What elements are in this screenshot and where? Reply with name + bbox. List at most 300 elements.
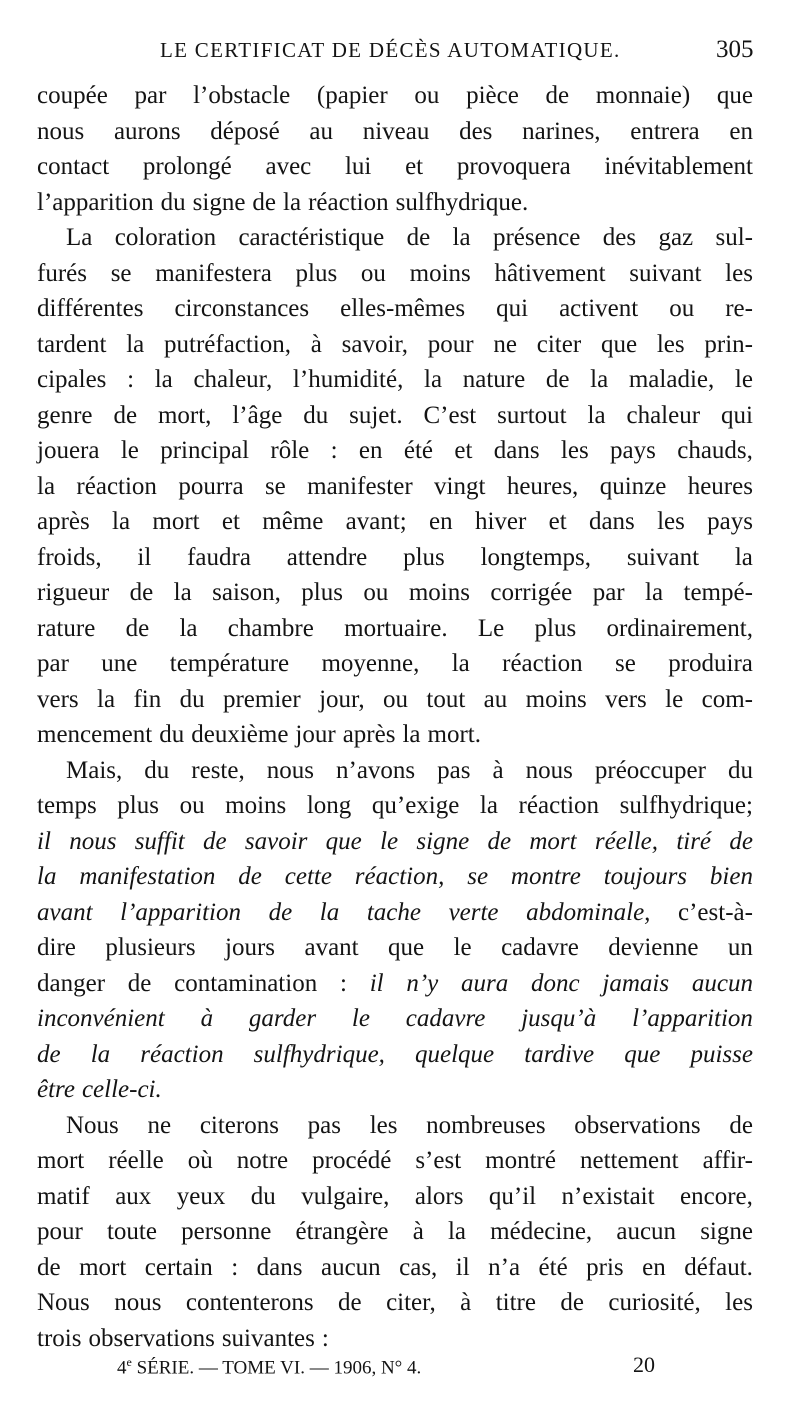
text-line bbox=[37, 362, 753, 398]
word: pour bbox=[37, 1218, 83, 1245]
word: attendre bbox=[286, 543, 368, 571]
word: des bbox=[602, 224, 637, 251]
word: de bbox=[406, 224, 431, 251]
word: de bbox=[560, 1289, 584, 1316]
text-line bbox=[37, 1072, 753, 1108]
word: réaction bbox=[76, 472, 157, 500]
word: pas bbox=[307, 1111, 341, 1139]
word: alors bbox=[414, 1182, 464, 1210]
word: dans bbox=[588, 508, 635, 535]
word: jamais bbox=[602, 969, 670, 997]
word: être bbox=[37, 1076, 75, 1103]
word: les bbox=[369, 1111, 398, 1139]
word: se bbox=[615, 650, 636, 677]
word: que bbox=[624, 1040, 661, 1068]
word: principal bbox=[160, 437, 250, 464]
word: coupée bbox=[37, 82, 108, 109]
word: à bbox=[310, 330, 322, 358]
word: la bbox=[90, 1040, 111, 1068]
word: après bbox=[342, 721, 396, 748]
word: nous bbox=[525, 756, 573, 784]
word: il bbox=[455, 1253, 470, 1281]
text-line bbox=[37, 682, 753, 718]
word: furés bbox=[37, 259, 87, 287]
word: la bbox=[173, 579, 192, 606]
word: ou bbox=[414, 82, 440, 109]
text-line bbox=[37, 1214, 753, 1250]
word: en bbox=[642, 1253, 666, 1281]
word: dans bbox=[493, 437, 540, 464]
word: le bbox=[351, 1005, 370, 1032]
word: C’est bbox=[423, 401, 477, 429]
word: la bbox=[587, 401, 606, 429]
word: chambre bbox=[227, 614, 314, 642]
word: réaction bbox=[140, 1040, 224, 1068]
word: heures, bbox=[506, 472, 579, 500]
word: tempé- bbox=[683, 579, 753, 606]
word: observations bbox=[88, 1324, 215, 1352]
word: putréfaction, bbox=[164, 330, 292, 358]
word: sulfhydrique, bbox=[253, 1040, 385, 1068]
word: suffit bbox=[134, 827, 185, 855]
word: bien bbox=[709, 863, 753, 890]
text-line bbox=[37, 646, 753, 682]
word: (papier bbox=[316, 82, 388, 109]
word: mort bbox=[37, 1147, 85, 1174]
word: se bbox=[467, 863, 489, 890]
text-line bbox=[37, 1250, 753, 1286]
word: pris bbox=[586, 1253, 624, 1281]
text-line bbox=[37, 469, 753, 505]
word: de bbox=[268, 898, 293, 926]
word: chaleur bbox=[626, 401, 701, 429]
word: cette bbox=[284, 863, 332, 890]
word: plus bbox=[301, 579, 343, 606]
word: la bbox=[319, 898, 340, 926]
text-line bbox=[37, 1285, 753, 1321]
word: avant bbox=[37, 898, 93, 926]
word: plus bbox=[534, 614, 577, 642]
word: la bbox=[645, 579, 664, 606]
word: contamination bbox=[174, 969, 318, 997]
word: plus bbox=[117, 792, 159, 819]
word: nous bbox=[266, 756, 314, 784]
word: mortuaire. bbox=[344, 614, 448, 642]
word: ne bbox=[147, 1111, 172, 1139]
text-line bbox=[37, 788, 753, 824]
text-line bbox=[37, 1001, 753, 1037]
word: mort bbox=[152, 508, 200, 535]
word: yeux bbox=[176, 1182, 226, 1210]
word: quelque bbox=[415, 1040, 495, 1068]
word: rigueur bbox=[37, 579, 110, 606]
text-line bbox=[37, 824, 753, 860]
word: aura bbox=[461, 969, 509, 997]
word: produira bbox=[668, 650, 753, 677]
word: elles-mêmes bbox=[340, 295, 466, 322]
word: l’âge bbox=[232, 401, 283, 429]
word: manifestera bbox=[155, 259, 272, 287]
word: aux bbox=[115, 1182, 152, 1210]
word: de bbox=[487, 827, 512, 855]
word: donc bbox=[531, 969, 580, 997]
word: différentes bbox=[37, 295, 144, 322]
word: suivant bbox=[629, 259, 702, 287]
word: température bbox=[169, 650, 290, 677]
series-text: SÉRIE. — TOME VI. — 1906, N° 4. bbox=[131, 1357, 422, 1379]
word: toute bbox=[106, 1218, 157, 1245]
text-line bbox=[37, 398, 753, 434]
word: tache bbox=[366, 898, 421, 926]
text-line bbox=[37, 540, 753, 576]
text-line bbox=[37, 753, 753, 789]
word: le bbox=[665, 685, 684, 713]
word: saison, bbox=[212, 579, 281, 606]
word: par bbox=[37, 650, 69, 677]
word: n’existait bbox=[561, 1182, 655, 1210]
word: par bbox=[592, 579, 625, 606]
word: dans bbox=[256, 1253, 303, 1281]
text-line bbox=[37, 1037, 753, 1073]
word: que bbox=[716, 82, 753, 109]
word: et bbox=[454, 437, 473, 464]
text-line bbox=[37, 1321, 753, 1357]
word: étrangère bbox=[295, 1218, 389, 1245]
text-line bbox=[37, 966, 753, 1002]
word: fin bbox=[133, 685, 162, 713]
word: mort. bbox=[427, 721, 481, 748]
word: monnaie) bbox=[595, 82, 691, 109]
word: observations bbox=[574, 1111, 701, 1139]
word: la bbox=[479, 792, 498, 819]
word: inconvénient bbox=[37, 1005, 165, 1032]
word: avant; bbox=[345, 508, 407, 535]
word: garder bbox=[248, 1005, 317, 1032]
word: déposé bbox=[210, 117, 280, 145]
word: même bbox=[262, 508, 324, 535]
word: réaction bbox=[308, 188, 389, 216]
text-line bbox=[37, 895, 753, 931]
word: certain bbox=[144, 1253, 213, 1281]
word: la bbox=[37, 863, 57, 890]
word: de bbox=[203, 827, 227, 855]
word: niveau bbox=[362, 117, 430, 145]
word: toujours bbox=[603, 863, 688, 890]
word: il bbox=[369, 969, 384, 997]
word: l’apparition bbox=[120, 898, 241, 926]
word: réaction bbox=[518, 792, 600, 819]
word: genre bbox=[37, 401, 93, 429]
word: de bbox=[545, 366, 570, 393]
word: de bbox=[545, 82, 570, 109]
word: ou bbox=[360, 259, 386, 287]
word: mencement bbox=[37, 721, 153, 748]
word: n’y bbox=[406, 969, 439, 997]
word: caractéristique bbox=[238, 224, 385, 251]
text-line bbox=[37, 256, 753, 292]
text-line bbox=[37, 1108, 753, 1144]
word: moins bbox=[225, 792, 287, 819]
word: l’apparition bbox=[37, 188, 154, 216]
word: moins bbox=[408, 579, 470, 606]
word: de bbox=[729, 1111, 753, 1139]
word: hiver bbox=[474, 508, 527, 535]
word: signe bbox=[700, 1218, 753, 1245]
word: les bbox=[657, 508, 685, 535]
word: de bbox=[113, 401, 138, 429]
word: cas, bbox=[399, 1253, 438, 1281]
word: corrigée bbox=[490, 579, 573, 606]
word: tout bbox=[426, 685, 466, 713]
word: abdominale, bbox=[526, 898, 651, 926]
word: ou bbox=[669, 295, 695, 322]
word: plus bbox=[403, 543, 445, 571]
word: : bbox=[127, 366, 135, 393]
page-footer bbox=[0, 1352, 800, 1385]
text-line bbox=[37, 611, 753, 647]
word: plus bbox=[295, 259, 338, 287]
word: et bbox=[548, 508, 567, 535]
word: médecine, bbox=[490, 1218, 593, 1245]
word: la bbox=[126, 330, 145, 358]
series-number: 4 bbox=[117, 1357, 127, 1379]
word: tiré bbox=[676, 827, 712, 855]
word: réelle, bbox=[594, 827, 659, 855]
word: à bbox=[412, 1218, 424, 1245]
word: quinze bbox=[599, 472, 667, 500]
word: de bbox=[729, 827, 753, 855]
word: les bbox=[560, 437, 589, 464]
word: longtemps, bbox=[480, 543, 592, 571]
word: à bbox=[460, 1289, 472, 1316]
word: hâtivement bbox=[494, 259, 606, 287]
word: une bbox=[101, 650, 138, 677]
word: montré bbox=[485, 1147, 556, 1174]
word: premier bbox=[222, 685, 301, 713]
word: vers bbox=[37, 685, 79, 713]
word: heures bbox=[687, 472, 753, 500]
word: jour bbox=[295, 721, 336, 748]
word: : bbox=[231, 1253, 239, 1281]
word: affir- bbox=[702, 1147, 753, 1174]
word: n’a bbox=[488, 1253, 521, 1281]
word: des bbox=[459, 117, 493, 145]
word: il bbox=[37, 827, 51, 855]
word: un bbox=[727, 934, 753, 961]
word: présence bbox=[492, 224, 581, 251]
word: montre bbox=[510, 863, 581, 890]
word: avec bbox=[265, 153, 312, 180]
word: vulgaire, bbox=[301, 1182, 390, 1210]
word: et bbox=[405, 153, 424, 180]
word: signe bbox=[192, 188, 246, 216]
word: savoir, bbox=[341, 330, 409, 358]
word: nous bbox=[37, 117, 85, 145]
word: mort, bbox=[157, 401, 212, 429]
word: contenterons bbox=[185, 1289, 314, 1316]
word: nature bbox=[462, 366, 526, 393]
word: du bbox=[160, 188, 186, 216]
word: Nous bbox=[37, 1289, 90, 1316]
word: curiosité, bbox=[608, 1289, 701, 1316]
word: où bbox=[187, 1147, 213, 1174]
word: pays bbox=[707, 508, 753, 535]
word: puisse bbox=[690, 1040, 753, 1068]
word: citer bbox=[536, 330, 582, 358]
word: plusieurs bbox=[105, 934, 196, 961]
word: du bbox=[250, 1182, 276, 1210]
word: que bbox=[325, 827, 362, 855]
word: activent bbox=[559, 295, 639, 322]
word: narines, bbox=[522, 117, 601, 145]
word: rôle bbox=[270, 437, 310, 464]
word: la bbox=[424, 366, 443, 393]
word: du bbox=[303, 401, 329, 429]
word: la bbox=[37, 472, 56, 500]
word: réelle bbox=[108, 1147, 164, 1174]
word: la bbox=[447, 1218, 466, 1245]
word: de bbox=[129, 579, 154, 606]
word: l’humidité, bbox=[292, 366, 404, 393]
word: de bbox=[37, 1040, 61, 1068]
word: avant bbox=[304, 934, 359, 961]
word: du bbox=[144, 756, 170, 784]
word: de bbox=[338, 1289, 362, 1316]
word: de bbox=[127, 969, 152, 997]
series-superscript: e bbox=[126, 1355, 132, 1369]
word: défaut. bbox=[684, 1253, 753, 1281]
word: été bbox=[538, 1253, 568, 1281]
word: danger bbox=[37, 969, 106, 997]
word: moins bbox=[525, 685, 587, 713]
word: cipales bbox=[37, 366, 107, 393]
word: de bbox=[252, 188, 277, 216]
word: citerons bbox=[199, 1111, 279, 1139]
word: : bbox=[321, 1324, 329, 1352]
word: verte bbox=[448, 898, 499, 926]
word: nettement bbox=[580, 1147, 679, 1174]
word: sul- bbox=[715, 224, 753, 251]
word: dire bbox=[37, 934, 76, 961]
word: qui bbox=[496, 295, 529, 322]
word: com- bbox=[701, 685, 753, 713]
word: au bbox=[309, 117, 334, 145]
signature-mark: 20 bbox=[633, 1352, 655, 1377]
word: aucun bbox=[320, 1253, 381, 1281]
word: c’est-à- bbox=[678, 898, 753, 926]
word: trois bbox=[37, 1324, 82, 1352]
word: qui bbox=[720, 401, 753, 429]
word: cadavre bbox=[405, 1005, 486, 1032]
word: au bbox=[483, 685, 508, 713]
word: le bbox=[380, 827, 399, 855]
word: vingt bbox=[434, 472, 486, 500]
word: : bbox=[330, 437, 338, 464]
text-line bbox=[37, 185, 753, 221]
word: en bbox=[729, 117, 753, 145]
word: gaz bbox=[658, 224, 694, 251]
word: aurons bbox=[113, 117, 181, 145]
word: à bbox=[200, 1005, 214, 1032]
word: la bbox=[97, 685, 116, 713]
word: manifestation bbox=[79, 863, 216, 890]
word: l’obstacle bbox=[193, 82, 291, 109]
word: la bbox=[179, 614, 198, 642]
word: nombreuses bbox=[426, 1111, 546, 1139]
word: coloration bbox=[114, 224, 217, 251]
word: les bbox=[656, 330, 685, 358]
word: après bbox=[37, 508, 90, 535]
word: moins bbox=[409, 259, 471, 287]
word: pourra bbox=[178, 472, 244, 500]
word: le bbox=[120, 437, 139, 464]
word: lui bbox=[344, 153, 372, 180]
text-line bbox=[37, 327, 753, 363]
word: faudra bbox=[187, 543, 251, 571]
word: de bbox=[238, 863, 262, 890]
word: temps bbox=[37, 792, 97, 819]
word: réaction, bbox=[354, 863, 445, 890]
word: n’avons bbox=[336, 756, 416, 784]
word: mort bbox=[529, 827, 577, 855]
word: pièce bbox=[466, 82, 519, 109]
word: reste, bbox=[191, 756, 245, 784]
word: notre bbox=[236, 1147, 289, 1174]
word: jusqu’à bbox=[521, 1005, 597, 1032]
word: prolongé bbox=[142, 153, 232, 180]
word: se bbox=[110, 259, 132, 287]
word: froids, bbox=[37, 543, 102, 571]
word: jouera bbox=[37, 437, 100, 464]
word: long bbox=[306, 792, 352, 819]
word: la bbox=[734, 543, 753, 571]
word: jour, bbox=[319, 685, 365, 713]
word: surtout bbox=[497, 401, 567, 429]
word: rature bbox=[37, 614, 96, 642]
word: par bbox=[134, 82, 167, 109]
word: en bbox=[358, 437, 383, 464]
word: s’est bbox=[415, 1147, 462, 1174]
word: réaction bbox=[502, 650, 583, 677]
text-line bbox=[37, 504, 753, 540]
text-line bbox=[37, 149, 753, 185]
word: se bbox=[264, 472, 286, 500]
word: celle-ci. bbox=[81, 1076, 162, 1103]
text-line bbox=[37, 575, 753, 611]
text-line bbox=[37, 717, 753, 753]
text-line bbox=[37, 1179, 753, 1215]
word: tardent bbox=[37, 330, 107, 358]
page-number: 305 bbox=[716, 36, 754, 63]
word: que bbox=[600, 330, 638, 358]
word: Nous bbox=[66, 1111, 119, 1139]
word: inévitablement bbox=[604, 153, 753, 180]
word: mort bbox=[79, 1253, 127, 1281]
text-line bbox=[37, 859, 753, 895]
word: prin- bbox=[704, 330, 753, 358]
word: que bbox=[388, 934, 425, 961]
word: nous bbox=[114, 1289, 162, 1316]
word: nous bbox=[69, 827, 117, 855]
word: préoccuper bbox=[594, 756, 706, 784]
word: la bbox=[283, 188, 302, 216]
word: chauds, bbox=[677, 437, 753, 464]
word: sulfhydrique; bbox=[619, 792, 753, 819]
word: suivant bbox=[626, 543, 700, 571]
word: la bbox=[451, 650, 470, 677]
word: la bbox=[402, 721, 421, 748]
word: moyenne, bbox=[321, 650, 420, 677]
